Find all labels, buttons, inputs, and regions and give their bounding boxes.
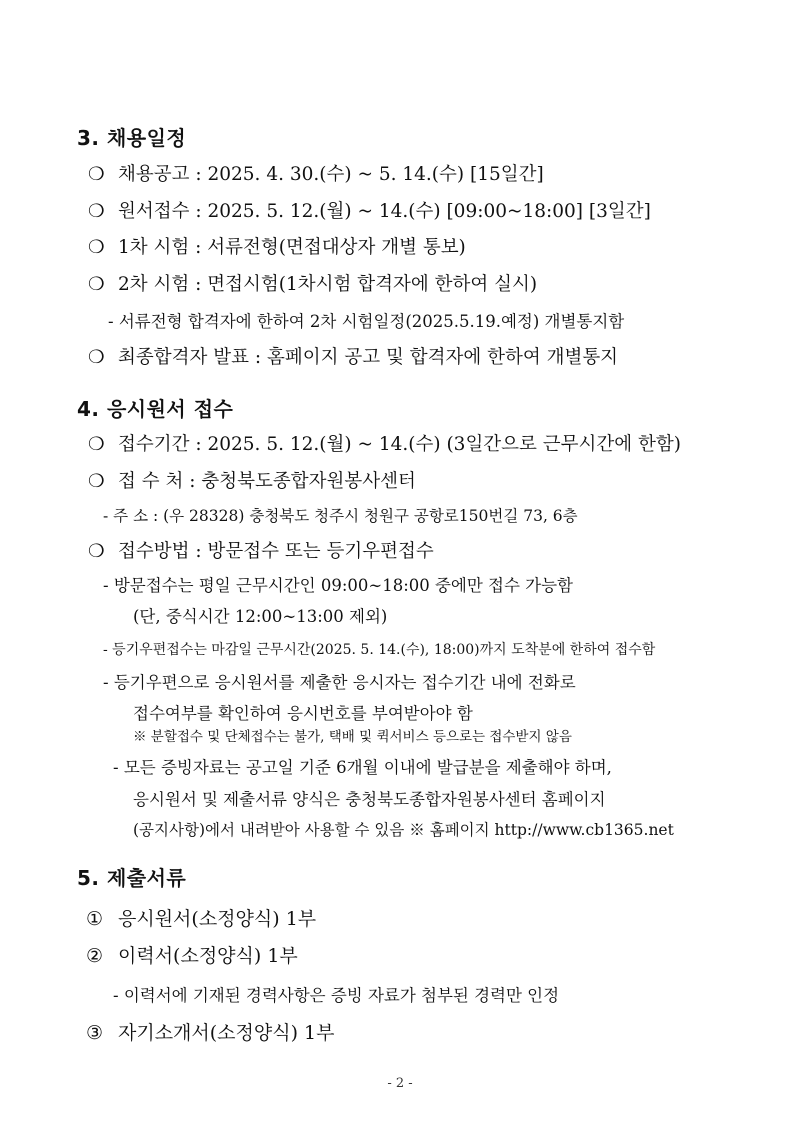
visit-hours-note: - 방문접수는 평일 근무시간인 09:00∼18:00 중에만 접수 가능함 bbox=[103, 576, 573, 595]
homepage-link-note: (공지사항)에서 내려받아 사용할 수 있음 ※ 홈페이지 http://www.cb1365.net bbox=[133, 821, 674, 839]
second-exam-note: - 서류전형 합격자에 한하여 2차 시험일정(2025.5.19.예정) 개별통지함 bbox=[108, 312, 625, 331]
document-item-self-intro: ③ 자기소개서(소정양식) 1부 bbox=[86, 1022, 335, 1044]
application-address: - 주 소 : (우 28328) 충청북도 청주시 청원구 공항로150번길 73, 6층 bbox=[103, 507, 578, 525]
lunch-exclusion-note: (단, 중식시간 12:00∼13:00 제외) bbox=[133, 607, 388, 626]
application-method: ❍ 접수방법 : 방문접수 또는 등기우편접수 bbox=[88, 541, 434, 562]
circle-bullet-icon: ❍ bbox=[88, 164, 105, 185]
resume-career-note: - 이력서에 기재된 경력사항은 증빙 자료가 첨부된 경력만 인정 bbox=[113, 986, 560, 1005]
circle-bullet-icon: ❍ bbox=[88, 274, 105, 295]
circled-two-icon: ② bbox=[86, 945, 104, 967]
schedule-item-announcement: ❍ 채용공고 : 2025. 4. 30.(수) ~ 5. 14.(수) [15일간] bbox=[88, 164, 544, 185]
application-period: ❍ 접수기간 : 2025. 5. 12.(월) ~ 14.(수) (3일간으로 근무시간에 한함) bbox=[88, 434, 681, 455]
circle-bullet-icon: ❍ bbox=[88, 347, 105, 368]
schedule-item-first-exam: ❍ 1차 시험 : 서류전형(면접대상자 개별 통보) bbox=[88, 237, 466, 258]
section-4-heading: 4. 응시원서 접수 bbox=[77, 397, 234, 421]
schedule-item-final-announcement: ❍ 최종합격자 발표 : 홈페이지 공고 및 합격자에 한하여 개별통지 bbox=[88, 347, 619, 368]
section-3-heading: 3. 채용일정 bbox=[77, 126, 187, 150]
document-item-application: ① 응시원서(소정양식) 1부 bbox=[86, 908, 317, 930]
schedule-item-second-exam: ❍ 2차 시험 : 면접시험(1차시험 합격자에 한하여 실시) bbox=[88, 274, 538, 295]
page-number: - 2 - bbox=[387, 1076, 413, 1091]
circle-bullet-icon: ❍ bbox=[88, 541, 105, 562]
no-split-application-note: ※ 분할접수 및 단체접수는 불가, 택배 및 퀵서비스 등으로는 접수받지 않음 bbox=[133, 729, 572, 745]
section-5-heading: 5. 제출서류 bbox=[77, 866, 187, 890]
circle-bullet-icon: ❍ bbox=[88, 237, 105, 258]
forms-download-note: 응시원서 및 제출서류 양식은 충청북도종합자원봉사센터 홈페이지 bbox=[133, 790, 606, 809]
mail-deadline-note: - 등기우편접수는 마감일 근무시간(2025. 5. 14.(수), 18:00)까지 도착분에 한하여 접수함 bbox=[103, 642, 656, 658]
circle-bullet-icon: ❍ bbox=[88, 471, 105, 492]
documents-validity-note: - 모든 증빙자료는 공고일 기준 6개월 이내에 발급분을 제출해야 하며, bbox=[113, 758, 612, 777]
document-item-resume: ② 이력서(소정양식) 1부 bbox=[86, 945, 298, 967]
circled-one-icon: ① bbox=[86, 908, 104, 930]
mail-confirm-note-cont: 접수여부를 확인하여 응시번호를 부여받아야 함 bbox=[133, 704, 473, 723]
application-place: ❍ 접 수 처 : 충청북도종합자원봉사센터 bbox=[88, 471, 416, 492]
circled-three-icon: ③ bbox=[86, 1022, 104, 1044]
circle-bullet-icon: ❍ bbox=[88, 434, 105, 455]
schedule-item-application: ❍ 원서접수 : 2025. 5. 12.(월) ~ 14.(수) [09:00~18:00] [3일간] bbox=[88, 201, 651, 222]
circle-bullet-icon: ❍ bbox=[88, 201, 105, 222]
mail-confirm-note: - 등기우편으로 응시원서를 제출한 응시자는 접수기간 내에 전화로 bbox=[103, 673, 576, 692]
